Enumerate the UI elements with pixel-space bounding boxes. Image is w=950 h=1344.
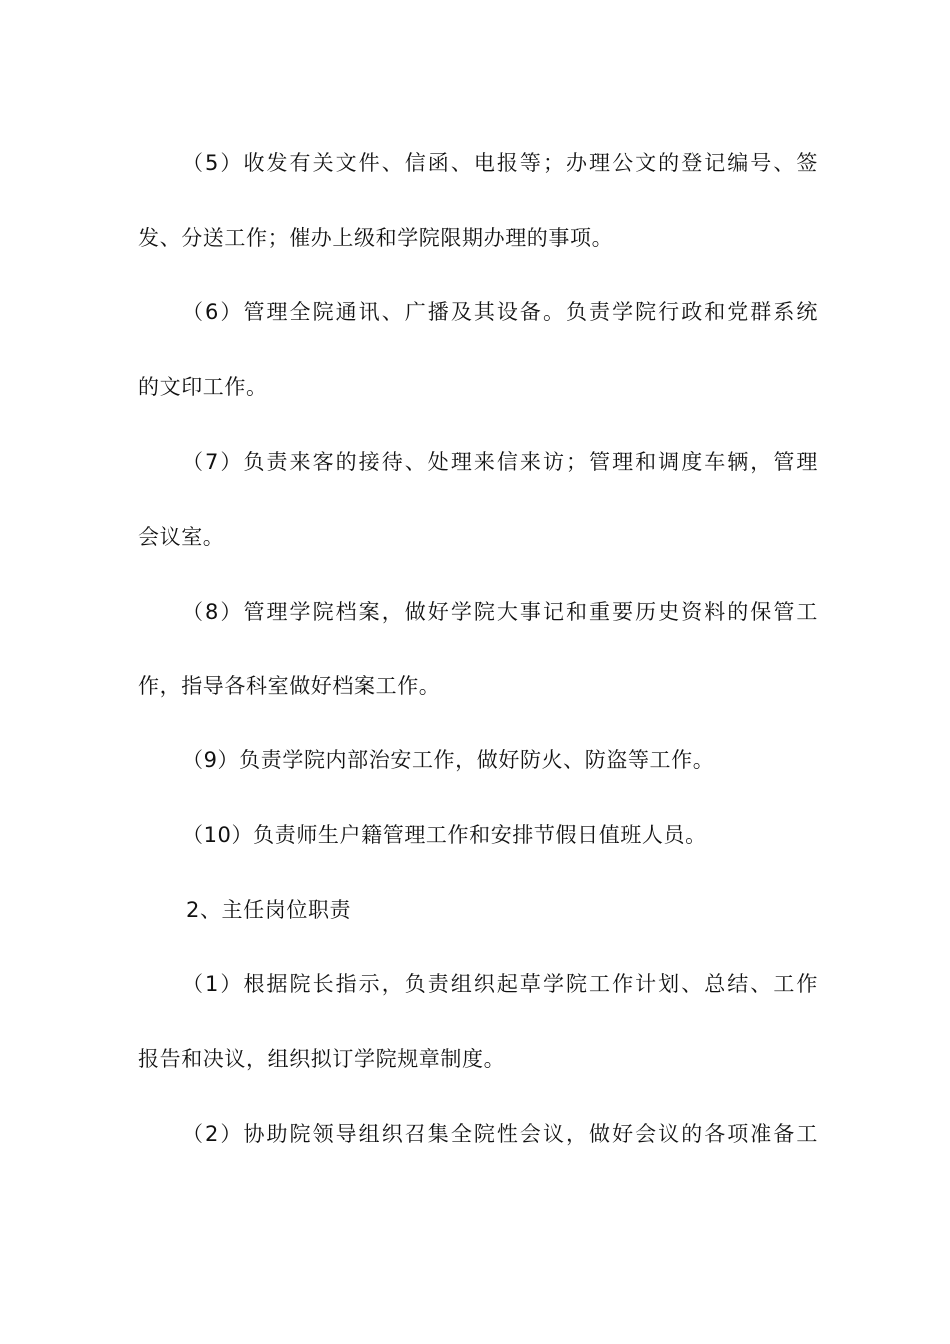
paragraph-5-line-1: （5）收发有关文件、信函、电报等；办理公文的登记编号、签: [182, 151, 818, 175]
paragraph-8-line-2: 作，指导各科室做好档案工作。: [138, 674, 441, 698]
section-heading: 2、主任岗位职责: [186, 898, 352, 922]
paragraph-6-line-1: （6）管理全院通讯、广播及其设备。负责学院行政和党群系统: [182, 300, 818, 324]
paragraph-6-line-2: 的文印工作。: [138, 375, 268, 399]
paragraph-1-line-2: 报告和决议，组织拟订学院规章制度。: [138, 1047, 506, 1071]
paragraph-8-line-1: （8）管理学院档案，做好学院大事记和重要历史资料的保管工: [182, 600, 818, 624]
paragraph-9: （9）负责学院内部治安工作，做好防火、防盗等工作。: [182, 748, 715, 772]
paragraph-1-line-1: （1）根据院长指示，负责组织起草学院工作计划、总结、工作: [182, 972, 818, 996]
paragraph-2-line-1: （2）协助院领导组织召集全院性会议，做好会议的各项准备工: [182, 1122, 818, 1146]
paragraph-5-line-2: 发、分送工作；催办上级和学院限期办理的事项。: [138, 226, 614, 250]
paragraph-10: （10）负责师生户籍管理工作和安排节假日值班人员。: [182, 823, 707, 847]
paragraph-7-line-2: 会议室。: [138, 525, 225, 549]
paragraph-7-line-1: （7）负责来客的接待、处理来信来访；管理和调度车辆，管理: [182, 450, 818, 474]
